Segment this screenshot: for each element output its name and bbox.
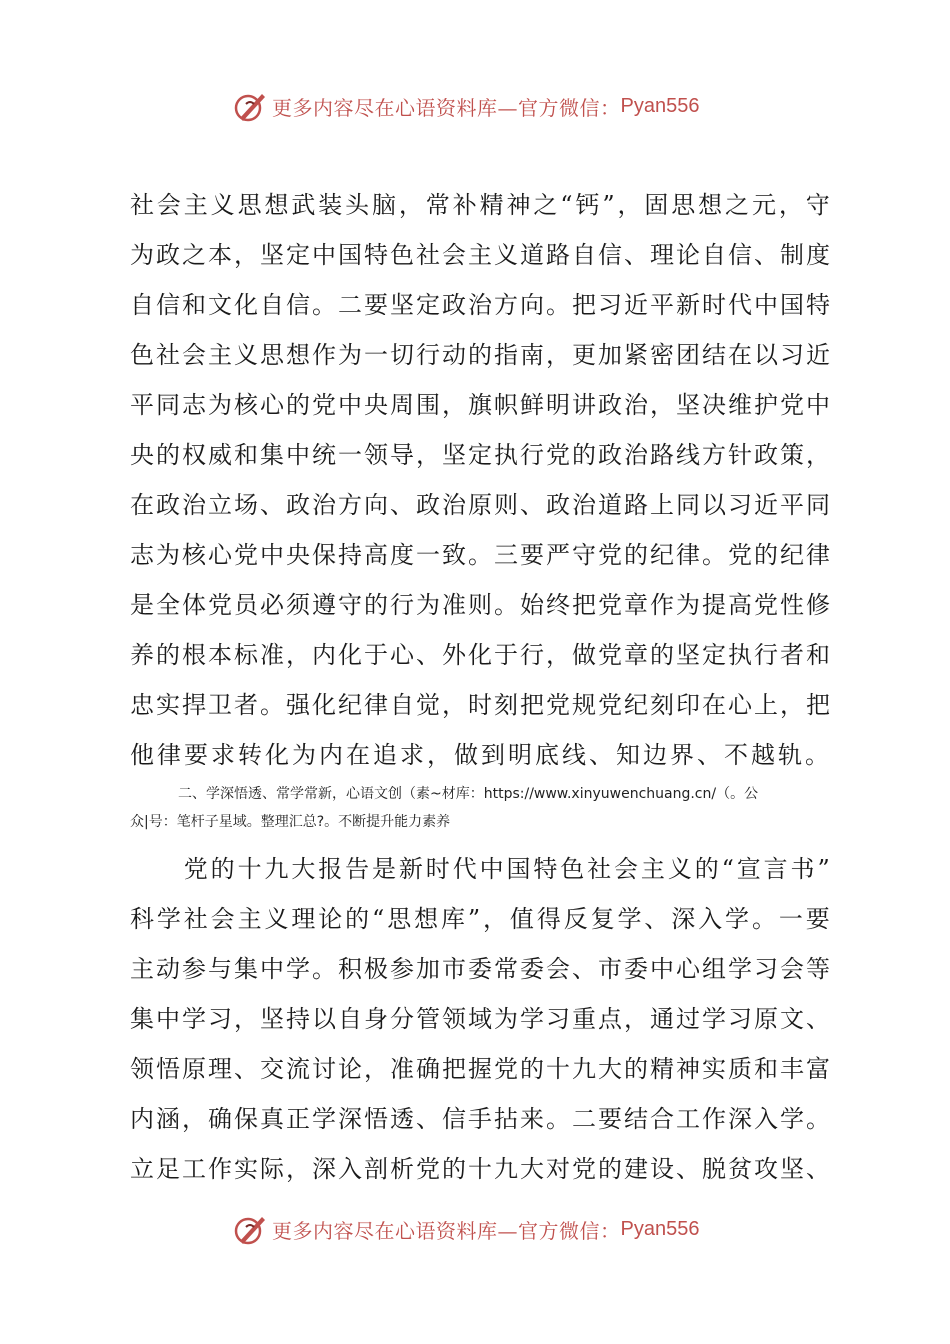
text-line: 养 的 根 本 标 准 ， 内 化 于 心 、 外 化 于 行 ， 做 党 章 的 坚 定 执 行 者 和 bbox=[130, 641, 830, 669]
text-line: 集 中 学 习 ， 坚 持 以 自 身 分 管 领 域 为 学 习 重 点 ， 通 过 学 习 原 文 、 bbox=[130, 1005, 830, 1033]
text-line: 领 悟 原 理 、 交 流 讨 论 ， 准 确 把 握 党 的 十 九 大 的 精 神 实 质 和 丰 富 bbox=[130, 1055, 830, 1083]
text-line: 社 会 主 义 思 想 武 装 头 脑 ， 常 补 精 神 之 “ 钙 ” ， 固 思 想 之 元 ， 守 bbox=[130, 191, 830, 219]
text-line: 立 足 工 作 实 际 ， 深 入 剖 析 党 的 十 九 大 对 党 的 建 设 、 脱 贫 攻 坚 、 bbox=[130, 1155, 830, 1183]
source-note bbox=[130, 780, 830, 836]
text-line: 为 政 之 本 ， 坚 定 中 国 特 色 社 会 主 义 道 路 自 信 、 理 论 自 信 、 制 度 bbox=[130, 241, 830, 269]
header-banner bbox=[232, 86, 752, 126]
document-body bbox=[130, 180, 830, 1194]
text-line: 是 全 体 党 员 必 须 遵 守 的 行 为 准 则 。 始 终 把 党 章 作 为 提 高 党 性 修 bbox=[130, 591, 830, 619]
text-line: 内 涵 ， 确 保 真 正 学 深 悟 透 、 信 手 拈 来 。 二 要 结 合 工 作 深 入 学 。 bbox=[130, 1105, 830, 1133]
source-note-line-2: 众|号：笔杆子星域。整理汇总?。不断提升能力素养 bbox=[130, 814, 451, 830]
header-banner-text: 更多内容尽在心语资料库—官方微信： bbox=[272, 95, 621, 120]
text-line: 科 学 社 会 主 义 理 论 的 “ 思 想 库 ” ， 值 得 反 复 学 、 深 入 学 。 一 要 bbox=[130, 905, 830, 933]
text-line: 忠 实 捍 卫 者 。 强 化 纪 律 自 觉 ， 时 刻 把 党 规 党 纪 刻 印 在 心 上 ， 把 bbox=[130, 691, 830, 719]
text-line: 央 的 权 威 和 集 中 统 一 领 导 ， 坚 定 执 行 党 的 政 治 路 线 方 针 政 策 ， bbox=[130, 441, 830, 469]
paragraph-2 bbox=[130, 844, 830, 1194]
text-line: 在 政 治 立 场 、 政 治 方 向 、 政 治 原 则 、 政 治 道 路 上 同 以 习 近 平 同 bbox=[130, 491, 830, 519]
footer-banner-id: Pyan556 bbox=[620, 1217, 700, 1240]
header-banner-id: Pyan556 bbox=[620, 94, 700, 117]
text-line: 色 社 会 主 义 思 想 作 为 一 切 行 动 的 指 南 ， 更 加 紧 密 团 结 在 以 习 近 bbox=[130, 341, 830, 369]
text-line: 他律要求转化为内在追求，做到明底线、知边界、不越轨。 bbox=[130, 741, 832, 769]
footer-banner-text: 更多内容尽在心语资料库—官方微信： bbox=[272, 1218, 621, 1243]
paragraph-1 bbox=[130, 180, 830, 780]
text-line: 自 信 和 文 化 自 信 。 二 要 坚 定 政 治 方 向 。 把 习 近 平 新 时 代 中 国 特 bbox=[130, 291, 830, 319]
pen-logo-icon bbox=[232, 1211, 268, 1247]
text-line: 平 同 志 为 核 心 的 党 中 央 周 围 ， 旗 帜 鲜 明 讲 政 治 ， 坚 决 维 护 党 中 bbox=[130, 391, 830, 419]
text-line: 志 为 核 心 党 中 央 保 持 高 度 一 致 。 三 要 严 守 党 的 纪 律 。 党 的 纪 律 bbox=[130, 541, 830, 569]
text-line: 党 的 十 九 大 报 告 是 新 时 代 中 国 特 色 社 会 主 义 的 “ 宣 言 书 ” bbox=[183, 855, 830, 883]
source-note-line-1: 二、学深悟透、常学常新，心语文创（素~材库：https://www.xinyuwenchuang.cn/（。公 bbox=[178, 786, 759, 802]
footer-banner bbox=[232, 1209, 752, 1249]
text-line: 主 动 参 与 集 中 学 。 积 极 参 加 市 委 常 委 会 、 市 委 中 心 组 学 习 会 等 bbox=[130, 955, 830, 983]
pen-logo-icon bbox=[232, 88, 268, 124]
